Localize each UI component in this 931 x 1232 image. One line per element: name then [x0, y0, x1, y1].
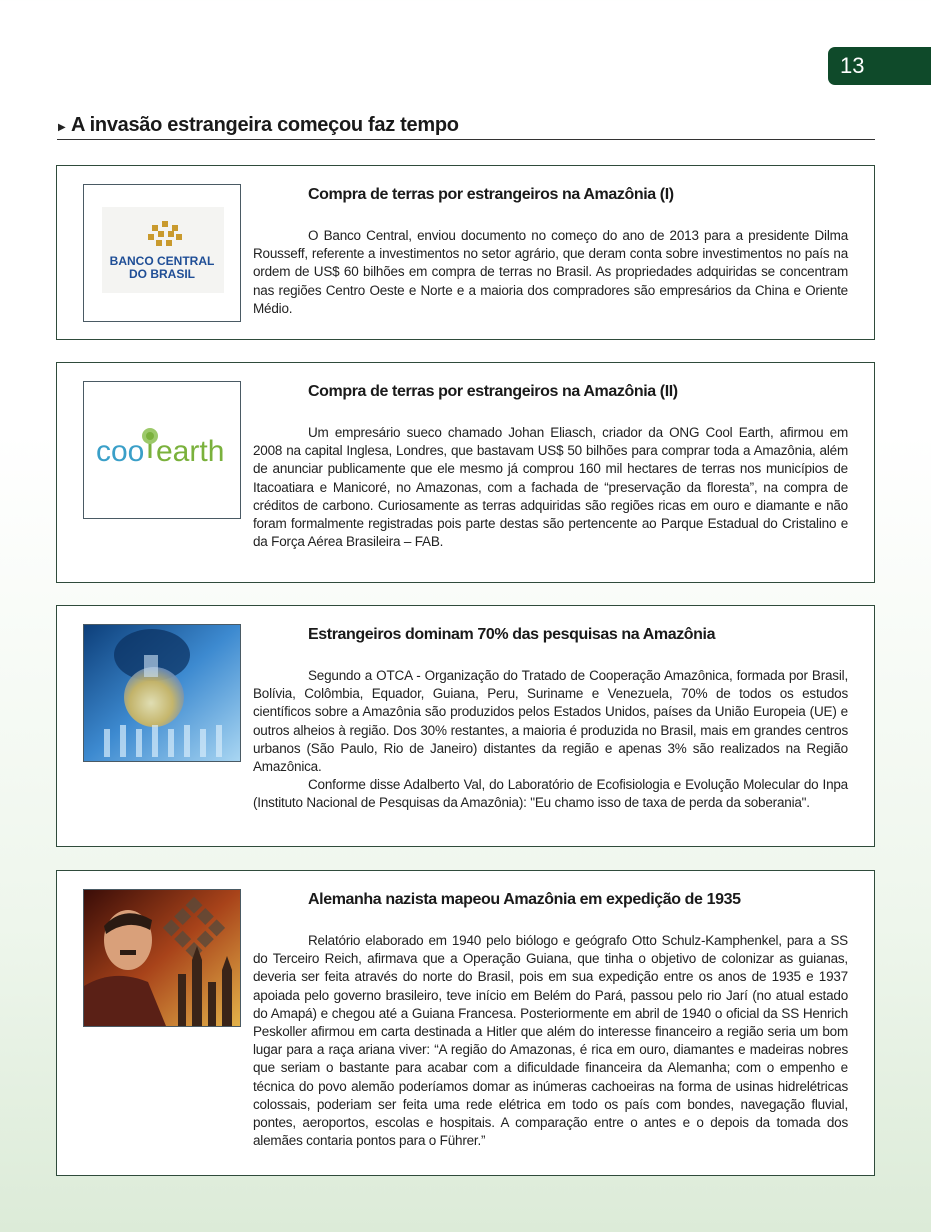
laboratory-flask-photo	[83, 624, 241, 762]
article-paragraph: Um empresário sueco chamado Johan Eliasch, criador da ONG Cool Earth, afirmou em 2008 na capital Inglesa, Londres, que bastavam US$ 50 bilhões para comprar toda a Amazônia, além de anunciar publicamente que ele mesmo já comprou 160 mil hectares de terras nos municípios de Itacoatiara e Manicoré, no Amazonas, com a fachada de “preservação da floresta”, na compra de créditos de carbono. Curiosamente as terras adquiridas são regiões ricas em ouro e diamante e não foram formalmente registradas pois parte destas são pertencente ao Parque Estadual do Cristalino e da Força Aérea Brasileira – FAB.	[253, 425, 848, 550]
article-paragraph: Segundo a OTCA - Organização do Tratado de Cooperação Amazônica, formada por Brasil, Bolívia, Colômbia, Equador, Guiana, Peru, Suriname e Venezuela, 70% de todos os estudos científicos sobre a Amazônia são produzidos pelos Estados Unidos, países da União Europeia (UE) e outros alheios à região. Dos 30% restantes, a maioria é produzida no Brasil, mais em grandes centros urbanos (São Paulo, Rio de Janeiro) distantes da região e apenas 3% são realizados na Região Amazônica.	[253, 668, 848, 775]
coolearth-logo-part2: earth	[156, 435, 225, 468]
coolearth-logo-image	[83, 381, 241, 519]
article-title: Compra de terras por estrangeiros na Amazônia (II)	[308, 383, 678, 400]
bcb-logo-line2: DO BRASIL	[129, 267, 195, 281]
article-card-1	[56, 165, 875, 340]
banco-central-logo-image	[83, 184, 241, 322]
article-card-4	[56, 870, 875, 1176]
bcb-logo-line1: BANCO CENTRAL	[109, 254, 215, 268]
article-paragraph: Relatório elaborado em 1940 pelo biólogo e geógrafo Otto Schulz-Kamphenkel, para a SS do Terceiro Reich, afirmava que a Operação Guiana, que tinha o objetivo de colonizar as guianas, deveria ser feita através do norte do Brasil, pois em sua expedição entre os anos de 1935 e 1937 apoiada pelo governo brasileiro, teve início em Belém do Pará, passou pelo rio Jarí (no atual estado do Amapá) e chegou até a Guiana Francesa. Posteriormente em abril de 1940 o oficial da SS Henrich Peskoller afirmou em carta destinada a Hitler que além do interesse financeiro a região seria um bom lugar para a raça ariana viver: “A região do Amazonas, é rica em ouro, diamantes e madeiras nobres que seriam o bastante para acabar com a dificuldade financeira da Alemanha; com o empenho e técnica do povo alemão poderíamos domar as inúmeras cachoeiras na forma de usinas hidrelétricas colossais, poderiam ser feita uma rede elétrica em todo os país com bondes, navegação fluvial, pontes, aeroportos, escolas e hospitais. A comparação entre o antes e o depois da tomada dos alemães contaria pontos para o Führer.”	[253, 933, 848, 1149]
historical-collage-photo	[83, 889, 241, 1027]
article-title: Alemanha nazista mapeou Amazônia em expedição de 1935	[308, 891, 741, 908]
section-title: A invasão estrangeira começou faz tempo	[71, 114, 459, 136]
article-paragraph: Conforme disse Adalberto Val, do Laboratório de Ecofisiologia e Evolução Molecular do Inpa (Instituto Nacional de Pesquisas da Amazônia): "Eu chamo isso de taxa de perda da soberania".	[253, 777, 848, 811]
article-body	[253, 424, 848, 551]
article-body	[253, 932, 848, 1150]
section-header	[57, 114, 875, 140]
article-paragraph: O Banco Central, enviou documento no começo do ano de 2013 para a presidente Dilma Rousseff, referente a investimentos no setor agrário, que deram conta sobre investimentos no país na ordem de US$ 60 bilhões em compra de terras no Brasil. As propriedades adquiridas se concentram nas regiões Centro Oeste e Norte e a maioria dos compradores são empresários da China e Oriente Médio.	[253, 228, 848, 316]
article-card-2	[56, 362, 875, 583]
article-title: Compra de terras por estrangeiros na Amazônia (I)	[308, 186, 674, 203]
bullet-arrow-icon: ▶	[58, 122, 66, 133]
article-body	[253, 667, 848, 813]
article-title: Estrangeiros dominam 70% das pesquisas na Amazônia	[308, 626, 716, 643]
article-card-3	[56, 605, 875, 847]
coolearth-logo-part1: coo	[96, 435, 145, 468]
page-number: 13	[828, 47, 931, 85]
article-body	[253, 227, 848, 318]
